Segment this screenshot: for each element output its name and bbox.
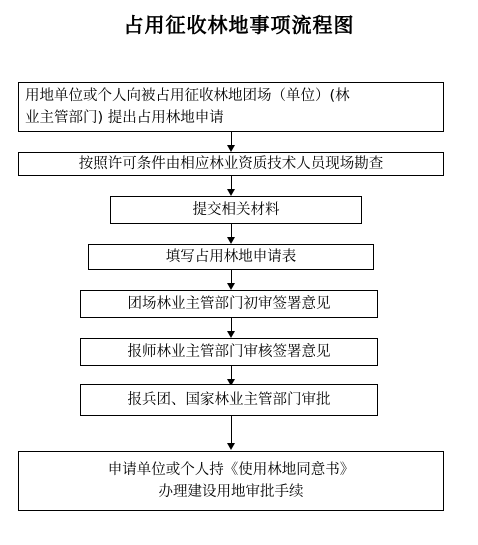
step-4-application-form-box [88,244,374,270]
step-8-final-procedure-box [18,451,444,511]
step-2-label: 按照许可条件由相应林业资质技术人员现场勘查 [78,156,384,172]
step-7-approval-box [80,384,378,416]
step-1-line-2: 业主管部门) 提出占用林地申请 [25,110,224,126]
step-3-label: 提交相关材料 [192,202,280,218]
step-7-label: 报兵团、国家林业主管部门审批 [127,392,331,408]
step-1-line-1: 用地单位或个人向被占用征收林地团场（单位）(林 [25,88,350,104]
step-4-label: 填写占用林地申请表 [165,249,297,265]
step-3-materials-box [110,196,362,224]
step-8-line-1: 申请单位或个人持《使用林地同意书》 [107,462,355,478]
step-5-label: 团场林业主管部门初审签署意见 [127,296,331,312]
step-8-line-2: 办理建设用地审批手续 [158,484,304,500]
page-title: 占用征收林地事项流程图 [123,13,355,37]
step-1-apply-box [18,82,444,132]
step-2-survey-box [18,152,444,176]
step-6-label: 报师林业主管部门审核签署意见 [127,344,331,360]
step-5-preliminary-review-box [80,290,378,318]
step-6-division-review-box [80,338,378,366]
